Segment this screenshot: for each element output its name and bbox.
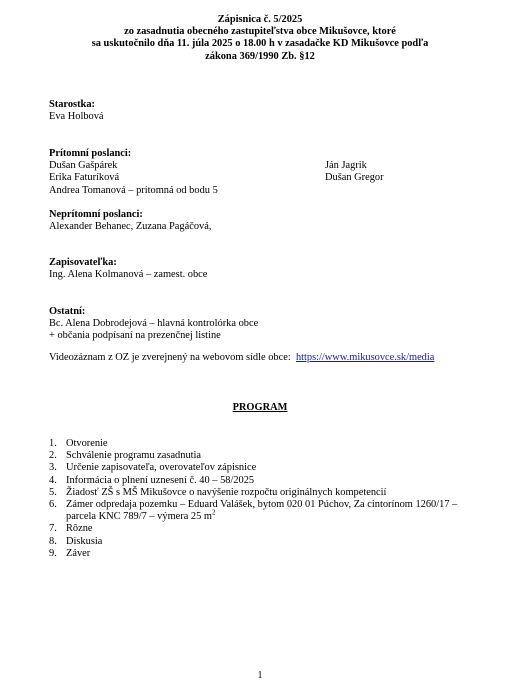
page-number: 1 xyxy=(257,670,263,681)
program-item xyxy=(49,523,479,535)
header-line-3: sa uskutočnilo dňa 11. júla 2025 o 18.00 h v zasadačke KD Mikušovce podľa xyxy=(91,38,429,50)
program-item xyxy=(49,487,479,499)
absent-label: Neprítomní poslanci: xyxy=(49,209,143,220)
program-list xyxy=(49,438,479,560)
program-item-text: Diskusia xyxy=(66,535,103,547)
present-member: Dušan Gregor xyxy=(325,172,384,184)
video-record-text: Videozáznam z OZ je zverejnený na webovom sídle obce: xyxy=(49,352,291,363)
recorder-label: Zapisovateľka: xyxy=(49,257,117,268)
program-item xyxy=(49,536,479,548)
mayor-label: Starostka: xyxy=(49,99,95,110)
absent-names: Alexander Behanec, Zuzana Pagáčová, xyxy=(49,221,212,233)
video-record-note xyxy=(49,352,434,364)
absent-section xyxy=(49,209,211,233)
video-link[interactable]: https://www.mikusovce.sk/media xyxy=(295,352,435,363)
program-item-number: 8. xyxy=(49,535,57,547)
program-item-text: Schválenie programu zasadnutia xyxy=(66,450,202,462)
program-title: PROGRAM xyxy=(232,402,288,413)
present-member: Andrea Tomanová – prítomná od bodu 5 xyxy=(49,184,218,196)
program-item-number: 6. xyxy=(49,499,57,511)
present-label: Prítomní poslanci: xyxy=(49,148,132,159)
program-item xyxy=(49,475,479,487)
program-item-text: Rôzne xyxy=(66,523,93,535)
program-item-number: 4. xyxy=(49,474,57,486)
present-member: Erika Faturíková xyxy=(49,172,120,184)
program-item-number: 3. xyxy=(49,462,57,474)
program-item-text: Určenie zapisovateľa, overovateľov zápisnice xyxy=(66,462,257,474)
program-item xyxy=(49,499,479,523)
header-line-2: zo zasadnutia obecného zastupiteľstva obce Mikušovce, ktoré xyxy=(124,26,396,38)
program-item xyxy=(49,462,479,474)
document-header xyxy=(40,14,480,63)
program-item xyxy=(49,548,479,560)
others-section xyxy=(49,306,258,343)
superscript-two: 2 xyxy=(212,508,216,517)
program-item-number: 2. xyxy=(49,450,57,462)
program-item-text: Zámer odpredaja pozemku – Eduard Valášek, bytom 020 01 Púchov, Za cintorínom 1260/17 – xyxy=(66,499,458,511)
program-item-text: Záver xyxy=(66,547,91,559)
others-line: + občania podpísaní na prezenčnej listine xyxy=(49,330,221,342)
program-item-text-continued xyxy=(66,508,479,523)
program-item-number: 7. xyxy=(49,523,57,535)
program-item-text: Žiadosť ZŠ s MŠ Mikušovce o navýšenie rozpočtu originálnych kompetencií xyxy=(66,486,387,498)
program-item-text: Otvorenie xyxy=(66,438,108,449)
present-member: Ján Jagrik xyxy=(325,160,367,172)
header-line-4: zákona 369/1990 Zb. §12 xyxy=(205,50,315,62)
present-member: Dušan Gašpárek xyxy=(49,160,118,172)
others-line: Bc. Alena Dobrodejová – hlavná kontrolórka obce xyxy=(49,318,259,330)
program-item xyxy=(49,450,479,462)
mayor-section xyxy=(49,99,104,123)
present-section xyxy=(49,148,469,197)
parcel-detail: parcela KNC 789/7 – výmera 25 m xyxy=(66,511,213,523)
header-title: Zápisnica č. 5/2025 xyxy=(217,14,303,25)
program-item-number: 1. xyxy=(49,438,57,449)
program-item-text: Informácia o plnení uznesení č. 40 – 58/2025 xyxy=(66,474,255,486)
program-item-number: 9. xyxy=(49,547,57,559)
program-item-number: 5. xyxy=(49,486,57,498)
others-label: Ostatní: xyxy=(49,306,86,317)
mayor-name: Eva Holbová xyxy=(49,111,104,123)
program-item xyxy=(49,438,479,450)
recorder-name: Ing. Alena Kolmanová – zamest. obce xyxy=(49,269,208,281)
recorder-section xyxy=(49,257,207,281)
